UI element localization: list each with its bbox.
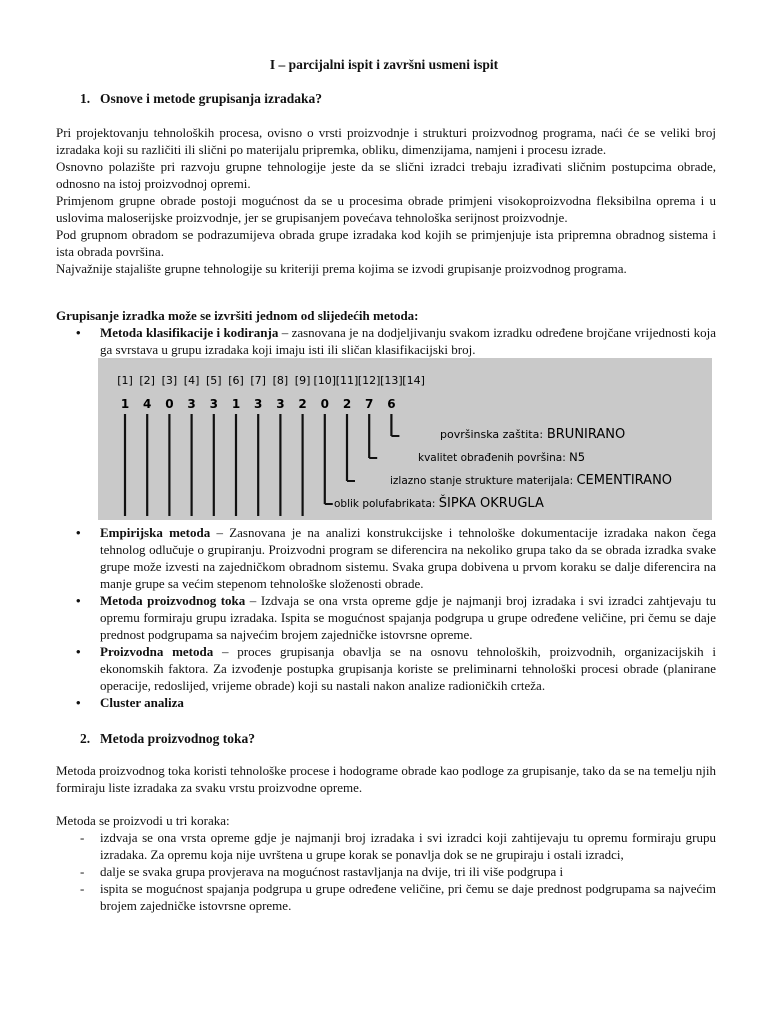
paragraph: Pod grupnom obradom se podrazumijeva obrada grupe izradaka kod kojih se primjenjuje ista pripremna obradnog sistema i ista obrada površina. (56, 227, 716, 259)
code-digit: 2 (298, 397, 307, 411)
position-labels (117, 374, 425, 387)
method-text: – proces grupisanja obavlja se na osnovu tehnoloških, proizvodnih, organizacijskih i ekonomskih faktora. Za izvođenje postupka grupisanja koriste se preliminarni tehnološki procesi obrade (planirane operacije, redoslijed, vrijeme obrade) koji su nastali nakon analize radioničkih crteža. (100, 644, 716, 693)
step-text: dalje se svaka grupa provjerava na mogućnost rastavljanja na dvije, tri ili više podgrupa i (100, 864, 564, 879)
section-1-number: 1. (80, 91, 91, 106)
bullet: • (76, 593, 81, 608)
label-material-structure: izlazno stanje strukture materijala: CEMENTIRANO (390, 473, 673, 488)
position-label: [8] (272, 374, 289, 387)
code-digit: 1 (120, 397, 130, 411)
code-digit: 7 (365, 397, 374, 411)
position-label: [13] (380, 374, 403, 387)
bullet: • (76, 525, 81, 540)
list-item (56, 880, 716, 914)
code-digit: 6 (387, 397, 396, 411)
position-label: [1] (117, 374, 133, 387)
list-item (56, 643, 716, 694)
method-name: Empirijska metoda (100, 525, 211, 540)
paragraph: Osnovno polazište pri razvoju grupne tehnologije jeste da se slični izradci trebaju izrađivati sličnim postupcima obrade, odnosno na istoj proizvodnoj opremi. (56, 159, 716, 191)
code-digit: 3 (187, 397, 196, 411)
method-name: Cluster analiza (100, 695, 184, 710)
code-digit: 2 (342, 397, 352, 411)
label-semi-product-shape: oblik polufabrikata: ŠIPKA OKRUGLA (334, 496, 544, 511)
methods-intro: Grupisanje izradka može se izvršiti jednom od slijedećih metoda: (56, 308, 419, 323)
steps-intro: Metoda se proizvodi u tri koraka: (56, 813, 230, 828)
code-digits (121, 397, 396, 411)
method-text: – Izdvaja se ona vrsta opreme gdje je najmanji broj izradaka i svi izradci zahtjevaju tu opremu formiraju grupu izradaka. Ispita se mogućnost spajanja podgrupa u grupe određene veličine, pri čemu se daje prednost podgrupama sa najvećim brojem zajedničke istovrsne opreme. (100, 593, 716, 642)
dash-marker: - (80, 881, 85, 896)
classification-code-diagram (98, 358, 712, 520)
code-digit: 3 (209, 397, 218, 411)
position-label: [9] (294, 374, 311, 387)
label-surface-quality: kvalitet obrađenih površina: N5 (418, 450, 586, 464)
section-1-heading (80, 90, 322, 107)
section-2-heading (80, 730, 255, 747)
position-label: [14] (402, 374, 425, 387)
list-item (56, 592, 716, 643)
code-digit: 4 (143, 397, 152, 411)
paragraph: Najvažnije stajalište grupne tehnologije su kriteriji prema kojima se izvodi grupisanje proizvodnog programa. (56, 261, 627, 276)
list-item (56, 524, 716, 592)
step-text: ispita se mogućnost spajanja podgrupa u grupe određene veličine, pri čemu se daje prednost podgrupama sa najvećim brojem zajedničke istovrsne opreme. (100, 881, 716, 913)
method-name: Proizvodna metoda (100, 644, 214, 659)
classification-code-figure (98, 358, 712, 520)
section-1-paragraphs (56, 124, 716, 277)
dash-marker: - (80, 830, 85, 845)
list-item (56, 324, 716, 358)
method-name: Metoda proizvodnog toka (100, 593, 246, 608)
position-label: [4] (183, 374, 200, 387)
method-text: – Zasnovana je na analizi konstrukcijske i tehnološke dokumentacije izradaka nakon čega tehnolog odlučuje o grupiranju. Proizvodni program se diferencira na nekoliko grupa tako da se obrada izradka svake grupe može izvesti na zajedničkom obradnom sistemu. Svaka grupa dobivena u prvom koraku se dalje diferencira na manje grupe sa većim stepenom tehnološke složenosti obrade. (100, 525, 716, 591)
dash-marker: - (80, 864, 85, 879)
position-label: [10] (313, 374, 337, 387)
section-2-title: Metoda proizvodnog toka? (100, 731, 256, 746)
section-2-number: 2. (80, 731, 91, 746)
step-text: izdvaja se ona vrsta opreme gdje je najmanji broj izradaka i svi izradci koji zahtijevaju tu opremu formiraju grupu izradaka. Za opremu koja nije uvrštena u grupe korak se ponavlja dok se ne grupiraju i ostali izradci, (100, 830, 716, 862)
code-digit: 3 (276, 397, 285, 411)
position-label: [11] (335, 374, 359, 387)
list-item (56, 863, 716, 880)
code-digit: 0 (165, 397, 174, 411)
steps-list (56, 829, 716, 914)
position-label: [6] (228, 374, 244, 387)
position-label: [7] (250, 374, 266, 387)
methods-list-bottom (56, 524, 716, 711)
paragraph: Primjenom grupne obrade postoji mogućnost da se u procesima obrade primjeni visokoproizvodna fleksibilna oprema i u uslovima maloserijske proizvodnje, jer se grupisanjem povećava tehnološka serijnost proizvodnje. (56, 193, 716, 225)
position-label: [2] (139, 374, 155, 387)
code-digit: 0 (320, 397, 329, 411)
method-name: Metoda klasifikacije i kodiranja (100, 325, 279, 340)
list-item (56, 829, 716, 863)
paragraph: Pri projektovanju tehnoloških procesa, ovisno o vrsti proizvodnje i strukturi proizvodnog programa, naći će se veliki broj izradaka koji su različiti ili slični po materijalu pripremka, obliku, dimenzijama, namjeni i procesu izrade. (56, 125, 716, 157)
list-item (56, 694, 716, 711)
method-text: – zasnovana je na dodjeljivanju svakom izradku određene brojčane vrijednosti koja ga svrstava u grupu izradaka koji imaju isti ili sličan klasifikacijski broj. (100, 325, 716, 357)
position-label: [5] (206, 374, 222, 387)
section-2-paragraph: Metoda proizvodnog toka koristi tehnološke procese i hodograme obrade kao podloge za grupisanje, tako da se na temelju njih formiraju liste izradaka za svaku vrstu proizvodne opreme. (56, 763, 716, 795)
code-digit: 1 (231, 397, 241, 411)
position-label: [3] (161, 374, 178, 387)
section-1-title: Osnove i metode grupisanja izradaka? (100, 91, 323, 106)
bullet: • (76, 325, 81, 340)
bullet: • (76, 644, 81, 659)
label-surface-protection: površinska zaštita: BRUNIRANO (440, 427, 626, 442)
bullet: • (76, 695, 81, 710)
methods-list-top (56, 324, 716, 358)
page-title: I – parcijalni ispit i završni usmeni ispit (269, 57, 499, 72)
position-label: [12] (357, 374, 381, 387)
code-digit: 3 (254, 397, 263, 411)
